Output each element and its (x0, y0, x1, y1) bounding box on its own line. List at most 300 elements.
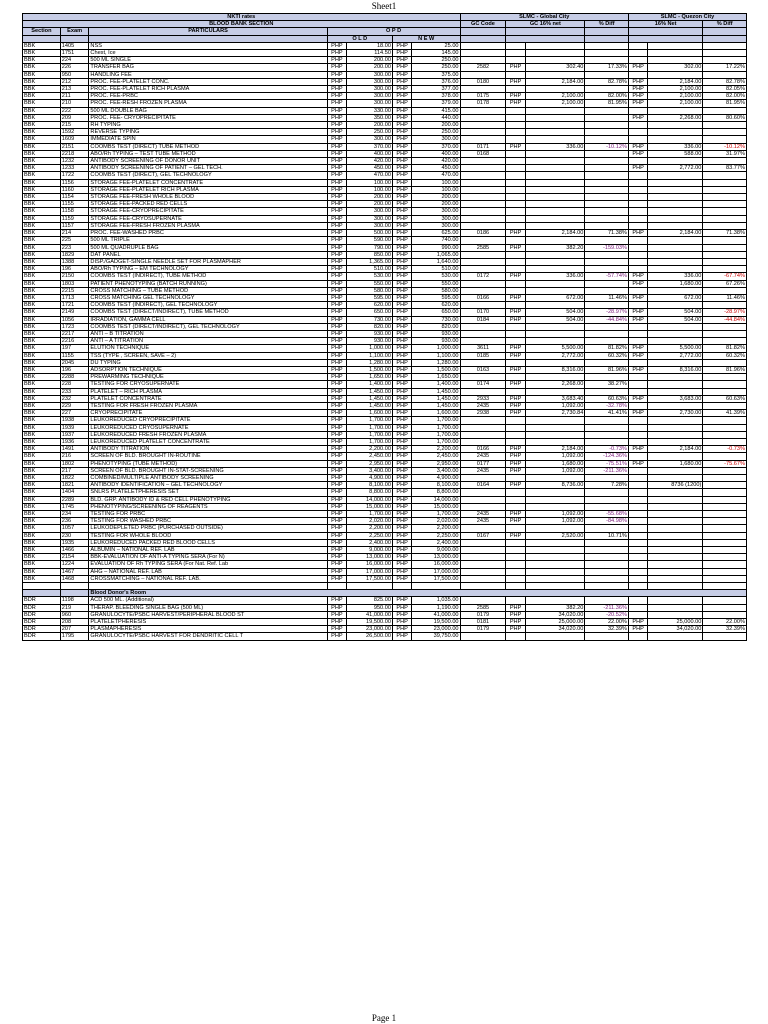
qc-diff-cell (703, 158, 747, 165)
table-row (23, 554, 747, 561)
qc-diff-cell (703, 107, 747, 114)
gc-diff-cell (585, 251, 629, 258)
qc-diff-cell: 71.38% (703, 230, 747, 237)
particulars-cell: 500 ML DOUBLE BAG (89, 107, 327, 114)
table-row (23, 122, 747, 129)
gc-code-cell (460, 57, 506, 64)
exam-cell: 1802 (60, 460, 89, 467)
new-rate-cell: 1,600.00 (412, 410, 460, 417)
gc-net-cell (525, 129, 585, 136)
gc-diff-cell (585, 431, 629, 438)
gc-diff-cell (585, 179, 629, 186)
old-rate-cell: 300.00 (347, 222, 393, 229)
new-currency-cell: PHP (392, 467, 411, 474)
old-rate-cell: 550.00 (347, 280, 393, 287)
nkti-rates-header: NKTI rates (23, 14, 461, 21)
gc-currency-cell (506, 42, 525, 49)
section-cell: BBK (23, 417, 61, 424)
new-rate-cell: 300.00 (412, 208, 460, 215)
table-row (23, 42, 747, 49)
table-row (23, 575, 747, 582)
old-currency-cell: PHP (327, 503, 346, 510)
new-currency-cell: PHP (392, 294, 411, 301)
exam-cell: 210 (60, 100, 89, 107)
old-currency-cell: PHP (327, 230, 346, 237)
new-rate-cell: 1,500.00 (412, 366, 460, 373)
section-cell: BBK (23, 129, 61, 136)
gc-diff-cell: 82.00% (585, 93, 629, 100)
old-rate-cell: 2,200.00 (347, 525, 393, 532)
qc-net-cell (648, 330, 703, 337)
old-rate-cell: 3,400.00 (347, 467, 393, 474)
table-row (23, 71, 747, 78)
particulars-cell: COOMBS TEST (DIRECT), GEL TECHNOLOGY (89, 172, 327, 179)
gc-net-cell (525, 150, 585, 157)
gc-net-cell (525, 330, 585, 337)
qc-diff-cell (703, 489, 747, 496)
table-row (23, 395, 747, 402)
particulars-cell: LEUKOREDUCED PLATELET CONCENTRATE (89, 438, 327, 445)
section-cell: BBK (23, 388, 61, 395)
new-rate-cell: 16,000.00 (412, 561, 460, 568)
gc-currency-cell: PHP (506, 446, 525, 453)
qc-net-cell (648, 244, 703, 251)
qc-diff-cell (703, 251, 747, 258)
table-row (23, 338, 747, 345)
table-row (23, 93, 747, 100)
gc-currency-cell (506, 547, 525, 554)
gc-diff-cell (585, 633, 629, 640)
qc-diff-cell (703, 438, 747, 445)
new-currency-cell: PHP (392, 453, 411, 460)
gc-code-cell (460, 503, 506, 510)
qc-currency-cell (628, 532, 647, 539)
qc-net-cell (648, 122, 703, 129)
qc-net-cell (648, 215, 703, 222)
qc-diff-cell (703, 402, 747, 409)
gc-currency-cell: PHP (506, 518, 525, 525)
gc-net-cell: 382.20 (525, 604, 585, 611)
exam-cell: 1057 (60, 525, 89, 532)
table-row (23, 359, 747, 366)
old-currency-cell: PHP (327, 561, 346, 568)
particulars-cell: ANTIBODY SCREENING OF PATIENT – GEL TECH. (89, 165, 327, 172)
old-currency-cell: PHP (327, 511, 346, 518)
qc-net-cell (648, 251, 703, 258)
exam-cell: 1751 (60, 50, 89, 57)
old-rate-cell: 100.00 (347, 179, 393, 186)
old-currency-cell: PHP (327, 338, 346, 345)
qc-diff-cell (703, 57, 747, 64)
gc-code-cell (460, 489, 506, 496)
old-rate-cell: 200.00 (347, 122, 393, 129)
old-rate-cell: 650.00 (347, 309, 393, 316)
new-currency-cell: PHP (392, 424, 411, 431)
qc-net-cell (648, 258, 703, 265)
gc-code-cell (460, 554, 506, 561)
old-currency-cell: PHP (327, 194, 346, 201)
gc-net-header: GC 16% net (506, 21, 585, 28)
qc-currency-cell: PHP (628, 460, 647, 467)
gc-code-cell (460, 42, 506, 49)
gc-code-cell (460, 359, 506, 366)
gc-currency-cell: PHP (506, 611, 525, 618)
qc-diff-cell: 82.78% (703, 78, 747, 85)
new-currency-cell: PHP (392, 604, 411, 611)
table-row (23, 489, 747, 496)
new-currency-cell: PHP (392, 359, 411, 366)
old-currency-cell: PHP (327, 453, 346, 460)
qc-diff-cell (703, 258, 747, 265)
qc-diff-cell (703, 532, 747, 539)
gc-net-cell (525, 323, 585, 330)
qc-currency-cell (628, 302, 647, 309)
qc-net-cell: 25,000.00 (648, 619, 703, 626)
gc-net-cell (525, 222, 585, 229)
exam-cell: 1723 (60, 323, 89, 330)
old-rate-cell: 300.00 (347, 71, 393, 78)
gc-diff-cell (585, 489, 629, 496)
gc-currency-cell: PHP (506, 626, 525, 633)
new-rate-cell: 2,950.00 (412, 460, 460, 467)
qc-currency-cell: PHP (628, 345, 647, 352)
table-row (23, 626, 747, 633)
qc-net-cell (648, 575, 703, 582)
gc-net-cell: 672.00 (525, 294, 585, 301)
table-row (23, 244, 747, 251)
qc-net-cell: 1,680.00 (648, 280, 703, 287)
qc-net-cell (648, 539, 703, 546)
new-rate-cell: 39,750.00 (412, 633, 460, 640)
gc-net-cell (525, 417, 585, 424)
new-rate-cell: 1,190.00 (412, 604, 460, 611)
section-cell: BDR (23, 604, 61, 611)
old-rate-cell: 595.00 (347, 294, 393, 301)
table-body (23, 14, 747, 641)
gc-code-cell: 0164 (460, 482, 506, 489)
new-rate-cell: 200.00 (412, 122, 460, 129)
old-currency-cell: PHP (327, 122, 346, 129)
qc-net-cell: 336.00 (648, 143, 703, 150)
particulars-cell: GRANULOCYTE/PSBC HARVEST/PERIPHERAL BLOOD ST (89, 611, 327, 618)
exam-cell: 233 (60, 388, 89, 395)
gc-net-cell (525, 42, 585, 49)
gc-diff-cell: 10.71% (585, 532, 629, 539)
old-rate-cell: 1,700.00 (347, 424, 393, 431)
new-currency-cell: PHP (392, 201, 411, 208)
qc-net-cell: 1,680.00 (648, 460, 703, 467)
table-row (23, 150, 747, 157)
new-currency-cell: PHP (392, 352, 411, 359)
particulars-cell: DAT PANEL (89, 251, 327, 258)
gc-code-cell: 0180 (460, 78, 506, 85)
exam-cell: 223 (60, 244, 89, 251)
section-cell: BBK (23, 316, 61, 323)
old-rate-cell: 2,950.00 (347, 460, 393, 467)
qc-net-cell: 8,316.00 (648, 366, 703, 373)
qc-currency-cell (628, 475, 647, 482)
old-currency-cell: PHP (327, 215, 346, 222)
gc-net-cell (525, 388, 585, 395)
old-currency-cell: PHP (327, 71, 346, 78)
exam-cell: 1056 (60, 316, 89, 323)
table-row (23, 302, 747, 309)
exam-cell: 2218 (60, 150, 89, 157)
gc-diff-cell: 22.00% (585, 619, 629, 626)
gc-currency-cell: PHP (506, 460, 525, 467)
qc-net-cell: 2,730.00 (648, 410, 703, 417)
old-currency-cell: PHP (327, 438, 346, 445)
new-rate-cell: 1,450.00 (412, 395, 460, 402)
gc-currency-cell: PHP (506, 345, 525, 352)
gc-code-cell (460, 539, 506, 546)
gc-currency-cell (506, 222, 525, 229)
qc-currency-cell: PHP (628, 280, 647, 287)
gc-diff-cell (585, 374, 629, 381)
qc-diff-cell: 41.39% (703, 410, 747, 417)
particulars-cell: STORAGE FEE-CRYOSUPERNATE (89, 215, 327, 222)
section-cell: BBK (23, 100, 61, 107)
new-rate-cell: 15,000.00 (412, 503, 460, 510)
qc-diff-cell: 60.32% (703, 352, 747, 359)
gc-currency-cell: PHP (506, 395, 525, 402)
gc-currency-cell (506, 86, 525, 93)
table-row (23, 215, 747, 222)
qc-currency-cell (628, 222, 647, 229)
exam-cell: 1156 (60, 179, 89, 186)
qc-currency-cell: PHP (628, 143, 647, 150)
gc-diff-cell (585, 525, 629, 532)
qc-net-cell (648, 467, 703, 474)
old-rate-cell: 930.00 (347, 330, 393, 337)
old-rate-cell: 114.50 (347, 50, 393, 57)
gc-diff-cell (585, 438, 629, 445)
gc-currency-cell (506, 431, 525, 438)
new-rate-cell: 23,000.00 (412, 626, 460, 633)
gc-net-cell: 1,092.00 (525, 453, 585, 460)
gc-net-cell: 5,500.00 (525, 345, 585, 352)
gc-currency-cell (506, 374, 525, 381)
gc-currency-cell (506, 215, 525, 222)
gc-diff-cell (585, 417, 629, 424)
gc-code-cell (460, 194, 506, 201)
new-rate-cell: 450.00 (412, 165, 460, 172)
qc-currency-cell (628, 338, 647, 345)
qc-currency-cell (628, 381, 647, 388)
gc-code-cell (460, 129, 506, 136)
particulars-cell: PROC. FEE-RESH FROZEN PLASMA (89, 100, 327, 107)
gc-diff-cell: 60.32% (585, 352, 629, 359)
section-cell: BBK (23, 547, 61, 554)
new-rate-cell: 9,000.00 (412, 547, 460, 554)
qc-diff-cell: 67.26% (703, 280, 747, 287)
exam-cell: 1224 (60, 561, 89, 568)
gc-code-cell (460, 222, 506, 229)
header-row-2 (23, 21, 747, 28)
new-currency-cell: PHP (392, 100, 411, 107)
exam-cell: 1938 (60, 417, 89, 424)
particulars-cell: STORAGE FEE-FRESH WHOLE BLOOD (89, 194, 327, 201)
old-currency-cell: PHP (327, 208, 346, 215)
qc-net-cell (648, 611, 703, 618)
gc-currency-cell (506, 323, 525, 330)
new-currency-cell: PHP (392, 489, 411, 496)
gc-net-cell: 2,184.00 (525, 230, 585, 237)
new-currency-cell: PHP (392, 150, 411, 157)
gc-code-cell (460, 251, 506, 258)
table-row (23, 525, 747, 532)
new-rate-cell: 17,500.00 (412, 575, 460, 582)
new-rate-cell: 25.00 (412, 42, 460, 49)
new-currency-cell: PHP (392, 107, 411, 114)
section-cell: BBK (23, 201, 61, 208)
new-rate-cell: 470.00 (412, 172, 460, 179)
exam-cell: 2288 (60, 374, 89, 381)
gc-code-cell (460, 568, 506, 575)
table-row (23, 186, 747, 193)
gc-code-cell (460, 179, 506, 186)
particulars-cell: COOMBS TEST (DIRECT) TUBE METHOD (89, 143, 327, 150)
particulars-cell: ACD 500 ML. (Additional) (89, 597, 327, 604)
qc-currency-cell: PHP (628, 316, 647, 323)
qc-currency-cell (628, 50, 647, 57)
exam-cell: 216 (60, 453, 89, 460)
new-currency-cell: PHP (392, 302, 411, 309)
old-rate-cell: 17,000.00 (347, 568, 393, 575)
gc-code-cell (460, 237, 506, 244)
gc-net-cell: 8,316.00 (525, 366, 585, 373)
exam-cell: 1404 (60, 489, 89, 496)
exam-header: Exam (60, 28, 89, 35)
new-rate-cell: 2,250.00 (412, 532, 460, 539)
gc-code-cell: 0177 (460, 460, 506, 467)
gc-diff-cell (585, 424, 629, 431)
old-rate-cell: 1,000.00 (347, 345, 393, 352)
new-currency-cell: PHP (392, 482, 411, 489)
section-cell: BBK (23, 554, 61, 561)
new-rate-cell: 625.00 (412, 230, 460, 237)
section-cell: BBK (23, 482, 61, 489)
particulars-cell: Chest, Ice (89, 50, 327, 57)
old-rate-cell: 1,700.00 (347, 438, 393, 445)
particulars-cell: LEUKOREDUCED FRESH FROZEN PLASMA (89, 431, 327, 438)
new-rate-cell: 13,000.00 (412, 554, 460, 561)
section-cell: BBK (23, 511, 61, 518)
qc-currency-cell (628, 467, 647, 474)
new-currency-cell: PHP (392, 64, 411, 71)
old-currency-cell: PHP (327, 381, 346, 388)
old-rate-cell: 500.00 (347, 230, 393, 237)
section-cell: BBK (23, 446, 61, 453)
exam-cell: 1388 (60, 258, 89, 265)
qc-diff-cell (703, 266, 747, 273)
gc-code-cell: 0179 (460, 611, 506, 618)
qc-net-cell (648, 50, 703, 57)
particulars-cell: TESTING FOR WHOLE BLOOD (89, 532, 327, 539)
qc-currency-cell (628, 129, 647, 136)
gc-net-cell (525, 237, 585, 244)
particulars-cell: PROC. FEE-WASHED PRBC (89, 230, 327, 237)
old-currency-cell: PHP (327, 129, 346, 136)
qc-diff-cell (703, 482, 747, 489)
gc-currency-cell: PHP (506, 381, 525, 388)
gc-net-cell: 2,100.00 (525, 93, 585, 100)
gc-diff-cell: 38.27% (585, 381, 629, 388)
old-rate-cell: 300.00 (347, 78, 393, 85)
gc-currency-cell (506, 251, 525, 258)
table-row (23, 179, 747, 186)
gc-net-cell: 2,184.00 (525, 78, 585, 85)
particulars-cell: SCREEN OF BLD. BROUGHT IN-ROUTINE (89, 453, 327, 460)
gc-code-cell (460, 114, 506, 121)
particulars-cell: ANTIBODY TITRATION (89, 446, 327, 453)
particulars-cell: COOMBS TEST (DIRECT/INDIRECT), GEL TECHNOLOGY (89, 323, 327, 330)
section-cell: BBK (23, 345, 61, 352)
gc-currency-cell (506, 258, 525, 265)
particulars-cell: PHENOTYPING/SCREENING OF REAGENTS (89, 503, 327, 510)
qc-currency-cell (628, 604, 647, 611)
gc-diff-cell (585, 330, 629, 337)
section-cell: BBK (23, 186, 61, 193)
qc-diff-cell (703, 539, 747, 546)
qc-net-cell (648, 431, 703, 438)
new-currency-cell: PHP (392, 345, 411, 352)
qc-currency-cell (628, 424, 647, 431)
qc-net-cell (648, 107, 703, 114)
gc-currency-cell: PHP (506, 230, 525, 237)
gc-code-cell (460, 136, 506, 143)
gc-code-cell (460, 215, 506, 222)
new-rate-cell: 400.00 (412, 150, 460, 157)
new-rate-cell: 550.00 (412, 280, 460, 287)
table-row (23, 532, 747, 539)
gc-code-cell (460, 431, 506, 438)
old-currency-cell: PHP (327, 244, 346, 251)
new-currency-cell: PHP (392, 165, 411, 172)
qc-net-cell (648, 179, 703, 186)
gc-net-cell (525, 114, 585, 121)
qc-diff-cell (703, 330, 747, 337)
section-cell: BBK (23, 402, 61, 409)
particulars-cell: ABO/Rh TYPING – TEST TUBE METHOD (89, 150, 327, 157)
particulars-cell: STORAGE FEE-PACKED RED CELLS (89, 201, 327, 208)
old-rate-cell: 730.00 (347, 316, 393, 323)
new-currency-cell: PHP (392, 539, 411, 546)
exam-cell: 228 (60, 381, 89, 388)
old-rate-cell: 14,000.00 (347, 496, 393, 503)
qc-net-cell (648, 525, 703, 532)
exam-cell: 1936 (60, 438, 89, 445)
gc-code-cell (460, 547, 506, 554)
gc-currency-cell (506, 71, 525, 78)
new-currency-cell: PHP (392, 78, 411, 85)
section-cell: BBK (23, 374, 61, 381)
old-currency-cell: PHP (327, 395, 346, 402)
qc-diff-cell (703, 604, 747, 611)
qc-currency-cell: PHP (628, 446, 647, 453)
gc-net-cell (525, 287, 585, 294)
new-rate-cell: 1,700.00 (412, 424, 460, 431)
new-currency-cell: PHP (392, 395, 411, 402)
gc-diff-cell: 71.38% (585, 230, 629, 237)
new-currency-cell: PHP (392, 475, 411, 482)
exam-cell: 1467 (60, 568, 89, 575)
exam-cell: 214 (60, 230, 89, 237)
gc-currency-cell (506, 338, 525, 345)
new-currency-cell: PHP (392, 129, 411, 136)
gc-net-cell: 2,100.00 (525, 100, 585, 107)
gc-net-cell: 1,680.00 (525, 460, 585, 467)
